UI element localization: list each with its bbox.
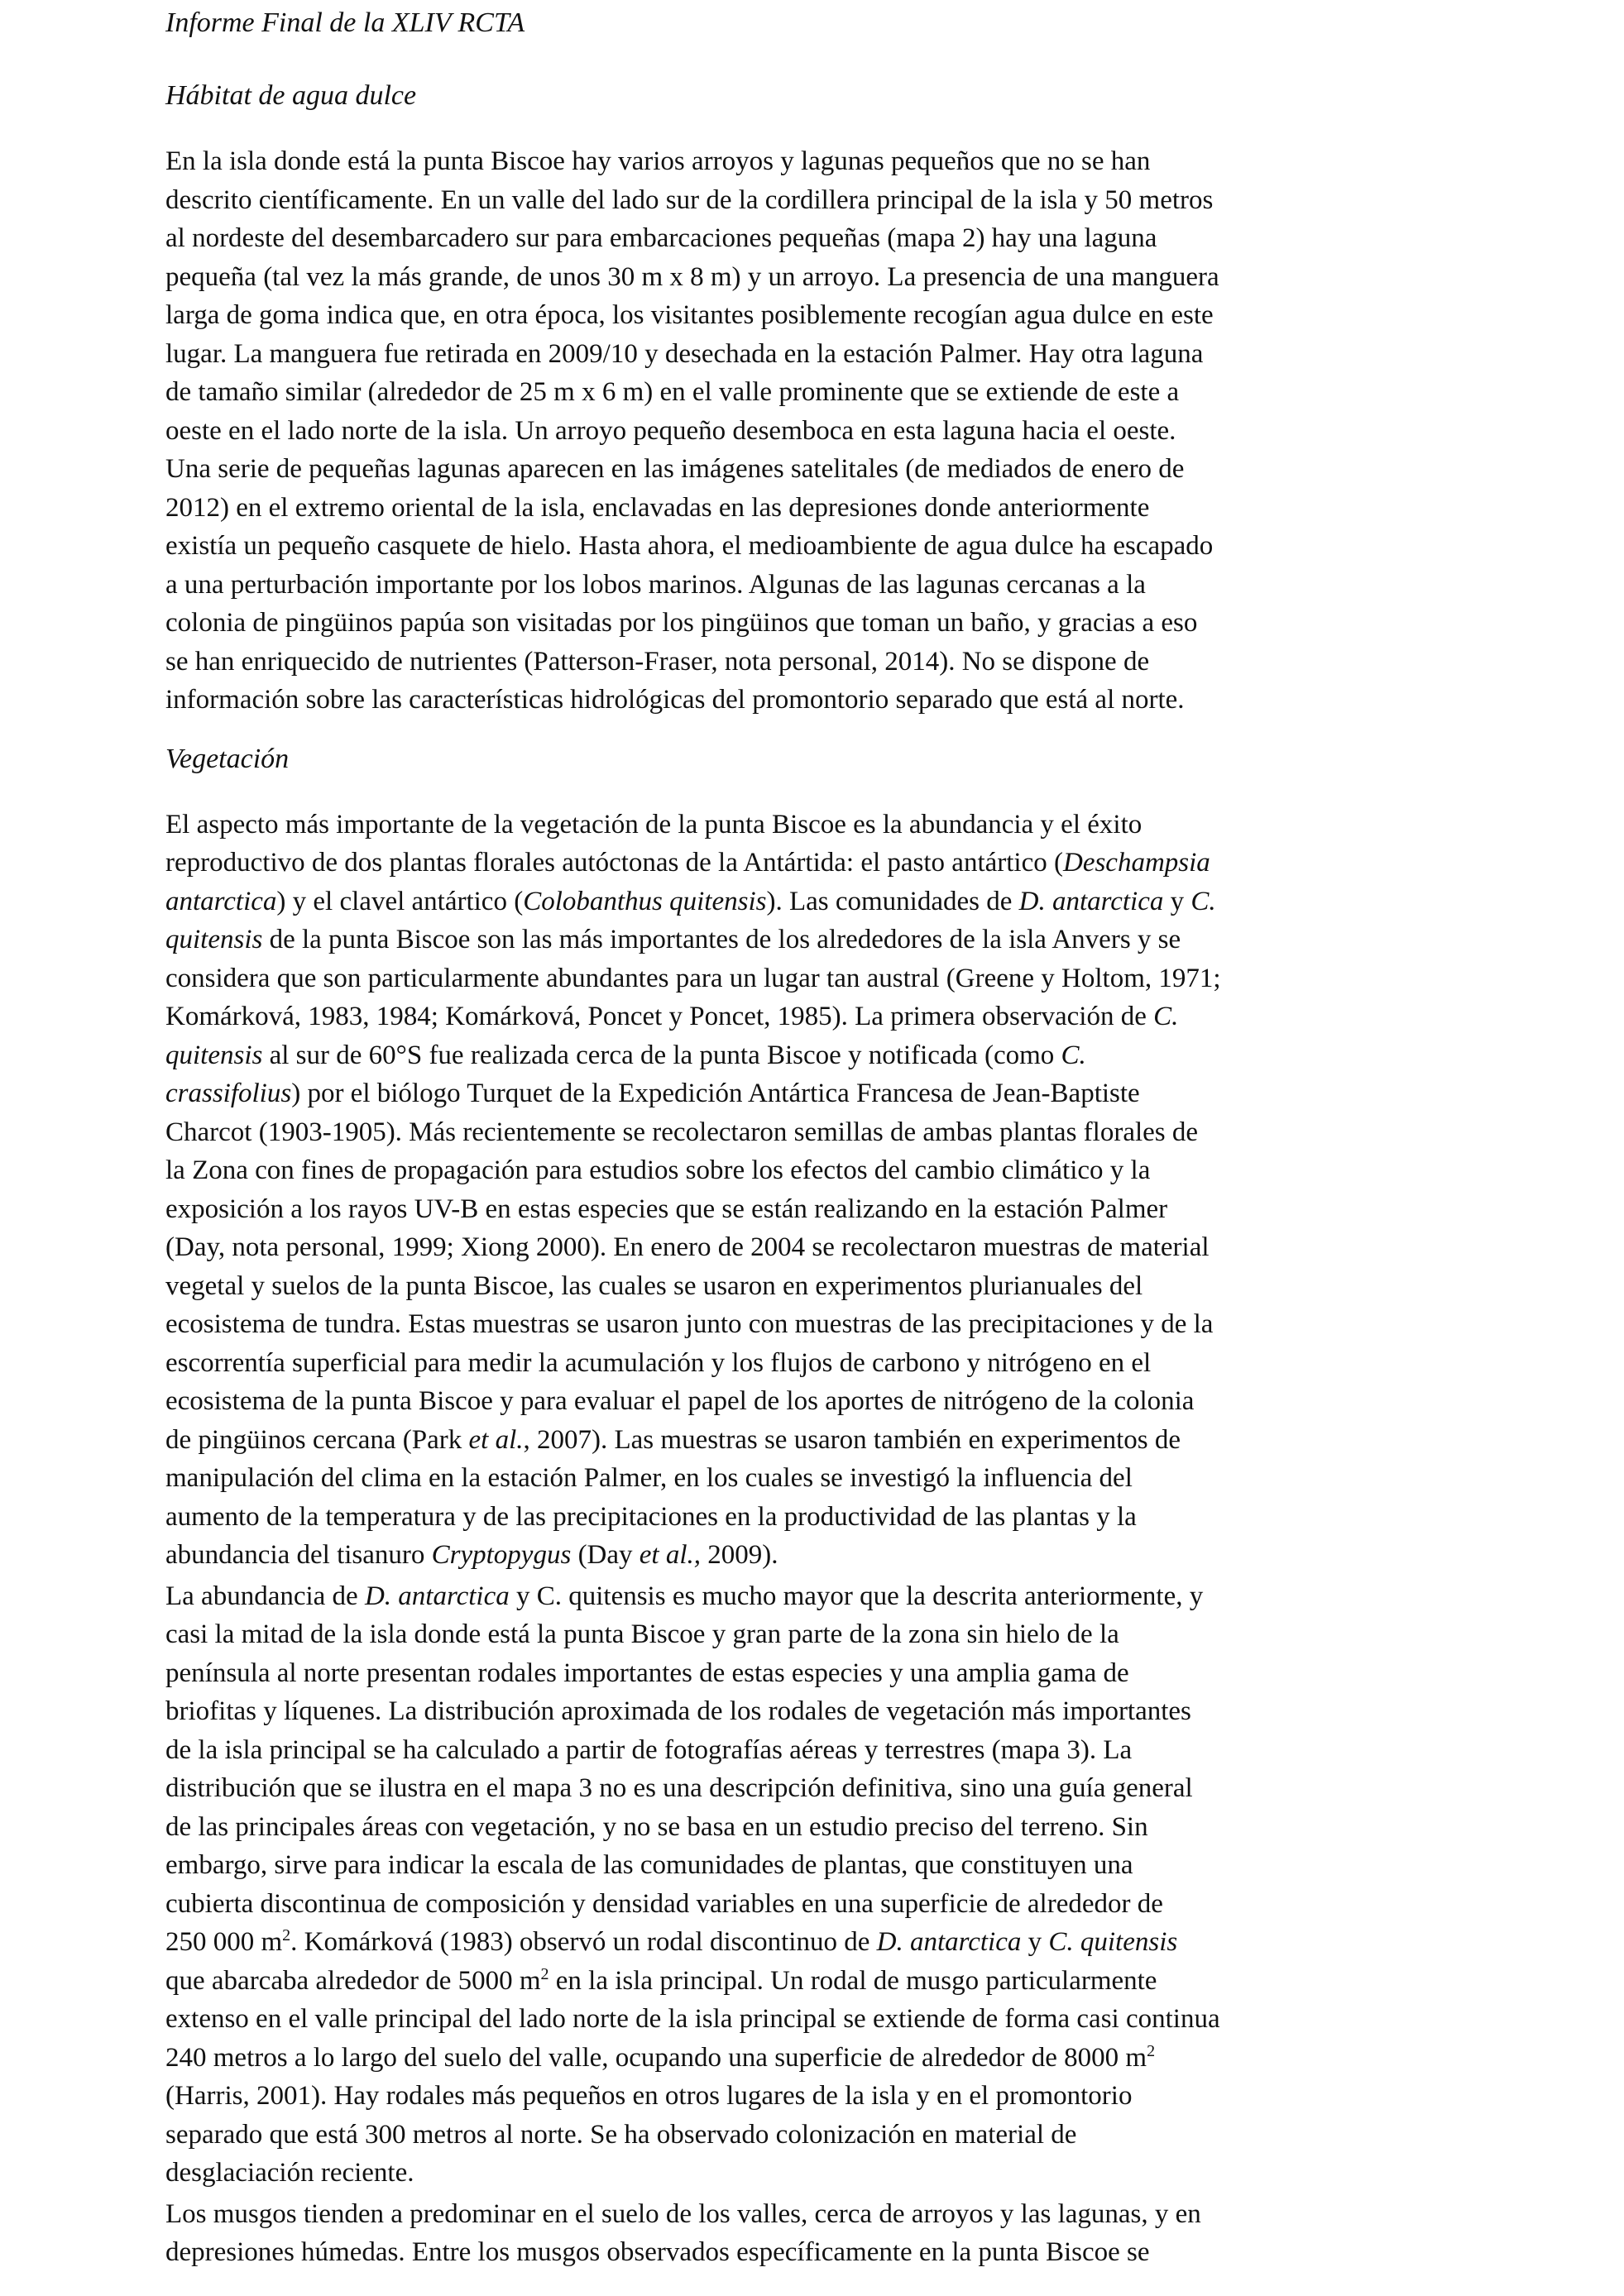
text-line <box>165 921 1456 959</box>
text-line <box>165 450 1456 489</box>
text-run: Komárková, 1983, 1984; Komárková, Poncet y Poncet, 1985). La primera observación de <box>165 1002 1154 1031</box>
document-header-title: Informe Final de la XLIV RCTA <box>165 7 525 38</box>
text-line <box>165 181 1456 220</box>
text-run: pequeña (tal vez la más grande, de unos 30 m x 8 m) y un arroyo. La presencia de una manguera <box>165 261 1219 292</box>
text-line <box>165 1962 1456 2001</box>
text-line <box>165 1344 1456 1383</box>
italic-run: C. <box>1153 1002 1179 1031</box>
text-line <box>165 1190 1456 1229</box>
text-run: ) y el clavel antártico ( <box>276 886 524 916</box>
text-run: exposición a los rayos UV-B en estas especies que se están realizando en la estación Palmer <box>165 1193 1168 1224</box>
text-line <box>165 844 1456 883</box>
italic-run: D. antarctica <box>364 1581 510 1611</box>
text-run: El aspecto más importante de la vegetación de la punta Biscoe es la abundancia y el éxito <box>165 809 1143 839</box>
text-line <box>165 1228 1456 1267</box>
text-run: , 2007). Las muestras se usaron también en experimentos de <box>523 1424 1181 1455</box>
italic-run: et al., <box>639 1540 702 1570</box>
text-line <box>165 2000 1456 2039</box>
text-line <box>165 643 1456 682</box>
italic-run: antarctica <box>165 886 277 916</box>
text-line <box>165 1731 1456 1770</box>
section-heading-vegetation: Vegetación <box>165 743 290 774</box>
text-run: embargo, sirve para indicar la escala de las comunidades de plantas, que constituyen una <box>165 1850 1133 1880</box>
text-line <box>165 1808 1456 1847</box>
text-line <box>165 1498 1456 1537</box>
text-run: reproductivo de dos plantas florales autóctonas de la Antártida: el pasto antártico ( <box>165 848 1063 878</box>
italic-run: C. quitensis <box>1048 1927 1178 1957</box>
text-run: En la isla donde está la punta Biscoe hay varios arroyos y lagunas pequeños que no se han <box>165 146 1151 176</box>
text-run: separado que está 300 metros al norte. Se ha observado colonización en material de <box>165 2119 1077 2150</box>
text-run: descrito científicamente. En un valle del lado sur de la cordillera principal de la isla y 50 metros <box>165 184 1214 215</box>
text-run: lugar. La manguera fue retirada en 2009/10 y desechada en la estación Palmer. Hay otra laguna <box>165 338 1204 369</box>
text-run: de la isla principal se ha calculado a partir de fotografías aéreas y terrestres (mapa 3). La <box>165 1734 1133 1765</box>
text-line <box>165 681 1456 720</box>
text-run: casi la mitad de la isla donde está la punta Biscoe y gran parte de la zona sin hielo de la <box>165 1619 1119 1649</box>
text-line <box>165 1923 1456 1962</box>
italic-run: crassifolius <box>165 1079 292 1108</box>
text-line <box>165 335 1456 374</box>
text-run: que abarcaba alrededor de 5000 m <box>165 1965 541 1996</box>
text-run: depresiones húmedas. Entre los musgos observados específicamente en la punta Biscoe se <box>165 2237 1150 2267</box>
text-line <box>165 566 1456 605</box>
text-run: . Komárková (1983) observó un rodal discontinuo de <box>290 1927 877 1957</box>
text-run: cubierta discontinua de composición y densidad variables en una superficie de alrededor de <box>165 1888 1163 1919</box>
text-run: larga de goma indica que, en otra época, los visitantes posiblemente recogían agua dulce en este <box>165 300 1214 330</box>
text-line <box>165 2233 1456 2272</box>
text-line <box>165 1267 1456 1306</box>
text-run: (Day, nota personal, 1999; Xiong 2000). En enero de 2004 se recolectaron muestras de material <box>165 1232 1210 1262</box>
text-run: aumento de la temperatura y de las precipitaciones en la productividad de las plantas y la <box>165 1501 1137 1532</box>
text-line <box>165 1885 1456 1924</box>
text-run: manipulación del clima en la estación Palmer, en los cuales se investigó la influencia del <box>165 1463 1133 1493</box>
text-run: 2009). <box>701 1540 778 1570</box>
text-line <box>165 373 1456 412</box>
text-run: 250 000 m <box>165 1927 283 1957</box>
superscript-run: 2 <box>1147 2041 1156 2060</box>
text-run: ecosistema de la punta Biscoe y para evaluar el papel de los aportes de nitrógeno de la colonia <box>165 1386 1195 1416</box>
text-line <box>165 1151 1456 1190</box>
text-run: península al norte presentan rodales importantes de estas especies y una amplia gama de <box>165 1657 1129 1688</box>
italic-run: quitensis <box>165 925 263 954</box>
text-run: vegetal y suelos de la punta Biscoe, las cuales se usaron en experimentos plurianuales del <box>165 1270 1143 1301</box>
text-line <box>165 883 1456 921</box>
text-line <box>165 142 1456 181</box>
text-line <box>165 296 1456 335</box>
paragraph-vegetation-3 <box>165 2195 1456 2272</box>
text-line <box>165 2116 1456 2155</box>
text-run: ecosistema de tundra. Estas muestras se usaron junto con muestras de las precipitaciones y de la <box>165 1309 1214 1339</box>
document-page <box>165 0 1456 2272</box>
text-run: distribución que se ilustra en el mapa 3 no es una descripción definitiva, sino una guía general <box>165 1773 1193 1803</box>
text-line <box>165 959 1456 998</box>
text-run: a una perturbación importante por los lobos marinos. Algunas de las lagunas cercanas a la <box>165 569 1146 600</box>
text-run: Los musgos tienden a predominar en el suelo de los valles, cerca de arroyos y las lagunas, y en <box>165 2198 1201 2229</box>
text-line <box>165 1421 1456 1460</box>
text-line <box>165 604 1456 643</box>
text-line <box>165 1692 1456 1731</box>
paragraph-freshwater <box>165 142 1456 720</box>
text-run: La abundancia de <box>165 1581 365 1611</box>
text-run: colonia de pingüinos papúa son visitadas por los pingüinos que toman un baño, y gracias a eso <box>165 608 1198 638</box>
text-line <box>165 806 1456 844</box>
text-run: briofitas y líquenes. La distribución aproximada de los rodales de vegetación más importantes <box>165 1696 1191 1726</box>
text-run: (Harris, 2001). Hay rodales más pequeños en otros lugares de la isla y en el promontorio <box>165 2081 1133 2111</box>
text-run: y <box>1163 886 1191 916</box>
text-run: y C. quitensis es mucho mayor que la descrita anteriormente, y <box>509 1581 1204 1611</box>
text-line <box>165 1577 1456 1616</box>
text-line <box>165 527 1456 566</box>
text-line <box>165 1654 1456 1693</box>
superscript-run: 2 <box>282 1926 291 1944</box>
text-run: de las principales áreas con vegetación, y no se basa en un estudio preciso del terreno. Sin <box>165 1811 1148 1842</box>
text-line <box>165 258 1456 297</box>
text-run: considera que son particularmente abundantes para un lugar tan austral (Greene y Holtom, 1971; <box>165 963 1221 993</box>
text-run: información sobre las características hidrológicas del promontorio separado que está al norte. <box>165 685 1185 715</box>
text-line <box>165 219 1456 258</box>
text-line <box>165 1382 1456 1421</box>
text-run: escorrentía superficial para medir la acumulación y los flujos de carbono y nitrógeno en el <box>165 1347 1152 1378</box>
italic-run: C. <box>1190 886 1216 916</box>
paragraph-vegetation-1 <box>165 806 1456 1575</box>
text-run: y <box>1021 1927 1049 1957</box>
italic-run: C. <box>1061 1040 1086 1070</box>
text-line <box>165 1459 1456 1498</box>
text-run: en la isla principal. Un rodal de musgo particularmente <box>549 1965 1157 1996</box>
text-run: de la punta Biscoe son las más importantes de los alrededores de la isla Anvers y se <box>262 925 1181 954</box>
italic-run: Deschampsia <box>1062 848 1210 878</box>
paragraph-vegetation-2 <box>165 1577 1456 2193</box>
text-run: extenso en el valle principal del lado norte de la isla principal se extiende de forma casi continua <box>165 2004 1220 2034</box>
italic-run: Colobanthus quitensis <box>523 886 767 916</box>
text-run: abundancia del tisanuro <box>165 1540 432 1570</box>
text-run: al nordeste del desembarcadero sur para embarcaciones pequeñas (mapa 2) hay una laguna <box>165 223 1157 253</box>
text-run: 240 metros a lo largo del suelo del valle, ocupando una superficie de alrededor de 8000 m <box>165 2042 1147 2073</box>
superscript-run: 2 <box>540 1964 549 1983</box>
text-line <box>165 1113 1456 1152</box>
italic-run: et al. <box>468 1424 524 1455</box>
text-line <box>165 1846 1456 1885</box>
text-run: desglaciación reciente. <box>165 2158 414 2188</box>
text-run: oeste en el lado norte de la isla. Un arroyo pequeño desemboca en esta laguna hacia el oeste. <box>165 415 1176 446</box>
text-run: (Day <box>571 1540 640 1570</box>
text-line <box>165 2077 1456 2116</box>
text-line <box>165 2154 1456 2193</box>
text-run: de pingüinos cercana (Park <box>165 1424 469 1455</box>
text-run: ). Las comunidades de <box>766 886 1019 916</box>
text-run: se han enriquecido de nutrientes (Patterson-Fraser, nota personal, 2014). No se dispone de <box>165 646 1150 677</box>
italic-run: Cryptopygus <box>431 1540 572 1570</box>
text-line <box>165 1615 1456 1654</box>
text-run: Una serie de pequeñas lagunas aparecen en las imágenes satelitales (de mediados de enero de <box>165 454 1185 484</box>
text-line <box>165 1769 1456 1808</box>
text-run: de tamaño similar (alrededor de 25 m x 6 m) en el valle prominente que se extiende de este a <box>165 377 1180 407</box>
text-run: la Zona con fines de propagación para estudios sobre los efectos del cambio climático y la <box>165 1155 1151 1185</box>
text-run: al sur de 60°S fue realizada cerca de la punta Biscoe y notificada (como <box>262 1040 1061 1070</box>
text-line <box>165 1305 1456 1344</box>
italic-run: quitensis <box>165 1040 263 1070</box>
italic-run: D. antarctica <box>1018 886 1164 916</box>
text-line <box>165 2195 1456 2234</box>
text-line <box>165 489 1456 528</box>
text-line <box>165 2039 1456 2078</box>
section-heading-freshwater: Hábitat de agua dulce <box>165 80 417 111</box>
text-run: ) por el biólogo Turquet de la Expedición Antártica Francesa de Jean-Baptiste <box>291 1079 1140 1108</box>
text-line <box>165 412 1456 451</box>
text-run: Charcot (1903-1905). Más recientemente se recolectaron semillas de ambas plantas florales de <box>165 1117 1199 1147</box>
text-run: 2012) en el extremo oriental de la isla, enclavadas en las depresiones donde anteriormente <box>165 492 1150 523</box>
text-line <box>165 1074 1456 1113</box>
italic-run: D. antarctica <box>876 1927 1022 1957</box>
text-line <box>165 1036 1456 1075</box>
text-line <box>165 1536 1456 1575</box>
text-run: existía un pequeño casquete de hielo. Hasta ahora, el medioambiente de agua dulce ha escapado <box>165 531 1214 561</box>
text-line <box>165 997 1456 1036</box>
